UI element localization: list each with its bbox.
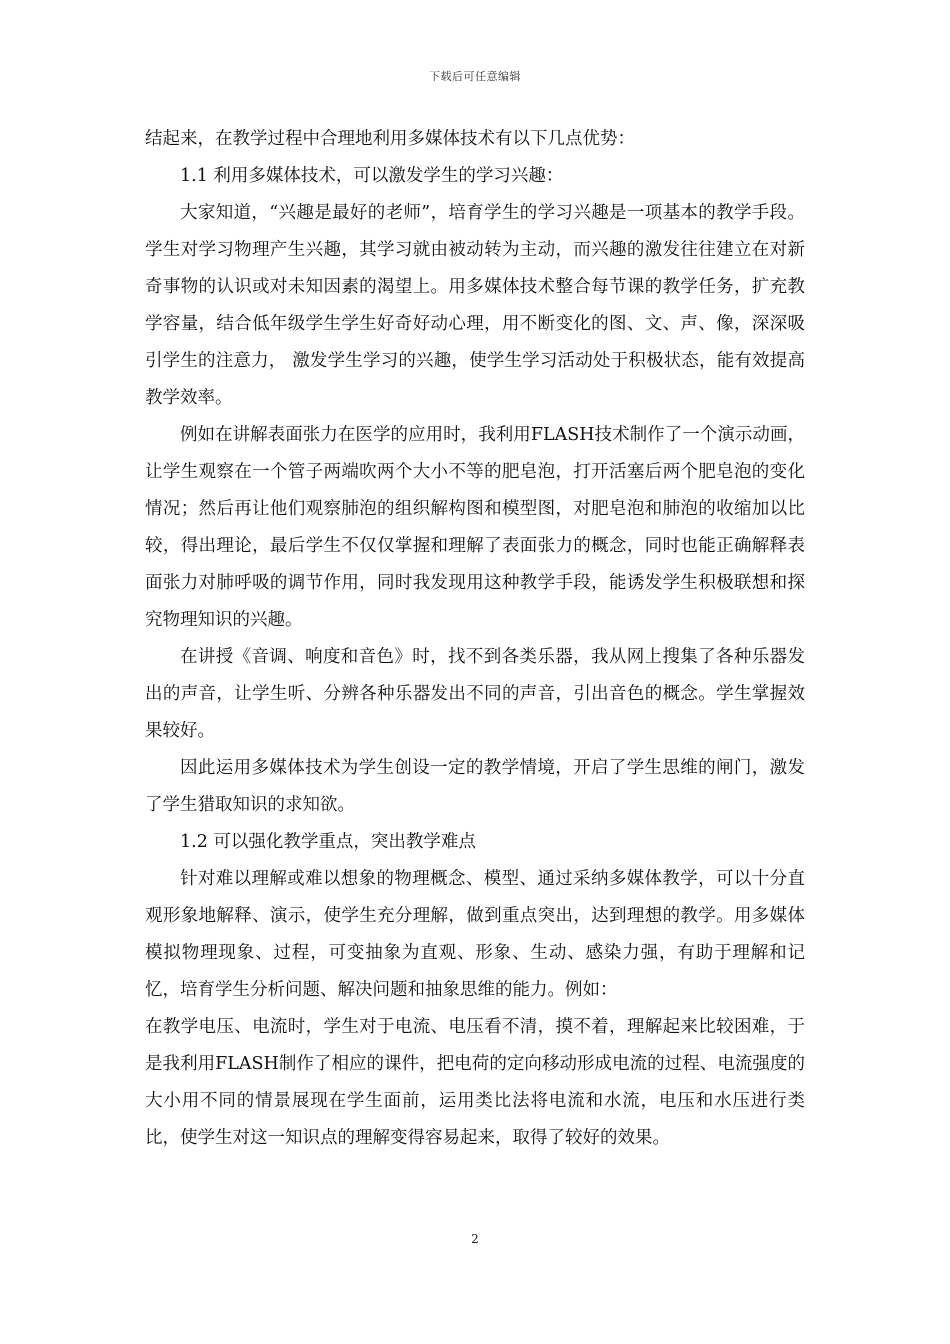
section-heading: 1.1 利用多媒体技术，可以激发学生的学习兴趣： — [180, 166, 564, 186]
page-header: 下载后可任意编辑 — [429, 70, 521, 83]
paragraph: 因此运用多媒体技术为学生创设一定的教学情境，开启了学生思维的闸门，激发了学生猎取知识的求知欲。 — [145, 758, 805, 815]
paragraph: 例如在讲解表面张力在医学的应用时，我利用FLASH技术制作了一个演示动画，让学生观察在一个管子两端吹两个大小不等的肥皂泡，打开活塞后两个肥皂泡的变化情况；然后再让他们观察肺泡的组织解构图和模型图，对肥皂泡和肺泡的收缩加以比较，得出理论，最后学生不仅仅掌握和理解了表面张力的概念，同时也能正确解释表面张力对肺呼吸的调节作用，同时我发现用这种教学手段，能诱发学生积极联想和探究物理知识的兴趣。 — [145, 425, 805, 630]
page-number: 2 — [471, 1232, 479, 1246]
paragraph: 大家知道，“兴趣是最好的老师”，培育学生的学习兴趣是一项基本的教学手段。学生对学习物理产生兴趣，其学习就由被动转为主动，而兴趣的激发往往建立在对新奇事物的认识或对未知因素的渴望上。用多媒体技术整合每节课的教学任务，扩充教学容量，结合低年级学生学生好奇好动心理，用不断变化的图、文、声、像，深深吸引学生的注意力， 激发学生学习的兴趣，使学生学习活动处于积极状态，能有效提高教学效率。 — [145, 203, 805, 408]
paragraph: 在教学电压、电流时，学生对于电流、电压看不清，摸不着，理解起来比较困难，于是我利用FLASH制作了相应的课件，把电荷的定向移动形成电流的过程、电流强度的大小用不同的情景展现在学生面前，运用类比法将电流和水流，电压和水压进行类比，使学生对这一知识点的理解变得容易起来，取得了较好的效果。 — [145, 1017, 805, 1148]
paragraph: 在讲授《音调、响度和音色》时，找不到各类乐器，我从网上搜集了各种乐器发出的声音，让学生听、分辨各种乐器发出不同的声音，引出音色的概念。学生掌握效果较好。 — [145, 647, 805, 741]
paragraph: 针对难以理解或难以想象的物理概念、模型、通过采纳多媒体教学，可以十分直观形象地解释、演示，使学生充分理解，做到重点突出，达到理想的教学。用多媒体模拟物理现象、过程，可变抽象为直观、形象、生动、感染力强，有助于理解和记忆，培育学生分析问题、解决问题和抽象思维的能力。例如： — [145, 869, 805, 1000]
section-heading: 1.2 可以强化教学重点，突出教学难点 — [180, 832, 476, 852]
paragraph: 结起来，在教学过程中合理地利用多媒体技术有以下几点优势： — [145, 129, 635, 149]
document-body — [145, 121, 805, 1157]
